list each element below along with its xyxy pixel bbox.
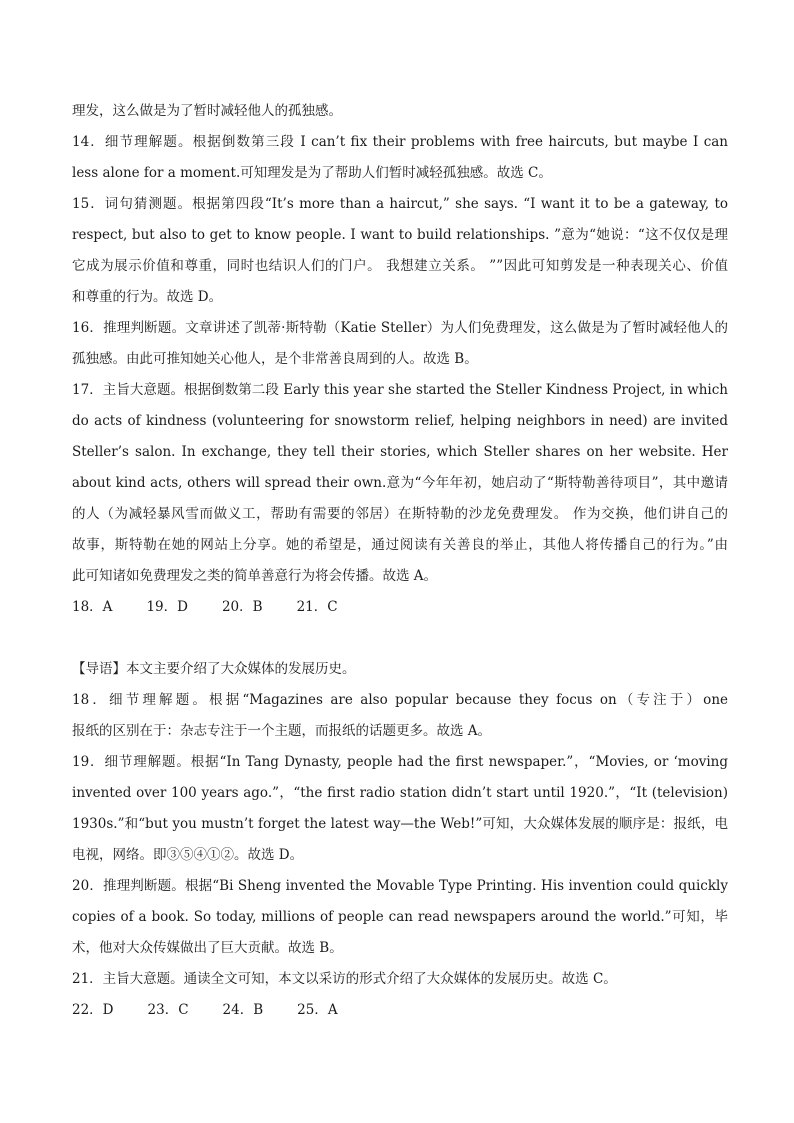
text-line: 孤独感。由此可推知她关心他人，是个非常善良周到的人。故选 B。	[72, 351, 478, 367]
text-line: 19．细节理解题。根据“In Tang Dynasty, people had the first newspaper.”，“Movies, or ‘moving	[72, 754, 728, 770]
text-line: 20．推理判断题。根据“Bi Sheng invented the Movable Type Printing. His invention could quickly	[72, 878, 728, 894]
answer-key: 23．C	[147, 1002, 189, 1018]
text-line: 16．推理判断题。文章讲述了凯蒂·斯特勒（Katie Steller）为人们免费理发，这么做是为了暂时减轻他人的	[72, 320, 728, 336]
text-line: 和尊重的行为。故选 D。	[72, 289, 223, 305]
text-line: 1930s.”和“but you mustn’t forget the latest way—the Web!”可知，大众媒体发展的顺序是：报纸，电	[72, 816, 728, 832]
answer-key-row	[72, 995, 728, 1026]
text-line: 理发，这么做是为了暂时减轻他人的孤独感。	[72, 103, 342, 119]
text-line: 术，他对大众传媒做出了巨大贡献。故选 B。	[72, 940, 343, 956]
section-haircut-explanations	[72, 96, 728, 623]
text-line: 15．词句猜测题。根据第四段“It’s more than a haircut,” she says. “I want it to be a gateway, to	[72, 196, 728, 212]
text-line: do acts of kindness (volunteering for snowstorm relief, helping neighbors in need) are invited	[72, 413, 728, 429]
text-line: 18．细节理解题。根据“Magazines are also popular because they focus on（专注于）one	[72, 692, 728, 708]
section-mass-media-explanations	[72, 654, 728, 1026]
answer-key: 22．D	[72, 1002, 114, 1018]
answer-key: 20．B	[221, 599, 263, 615]
text-line: Steller’s salon. In exchange, they tell their stories, which Steller shares on her website. Her	[72, 444, 728, 460]
text-line: 它成为展示价值和尊重，同时也结识人们的门户。 我想建立关系。 ””因此可知剪发是一种表现关心、价值	[72, 258, 728, 274]
section-gap	[72, 623, 728, 654]
text-line: 的人（为减轻暴风雪而做义工，帮助有需要的邻居）在斯特勒的沙龙免费理发。 作为交换，他们讲自己的	[72, 506, 728, 522]
text-line: 此可知诸如免费理发之类的简单善意行为将会传播。故选 A。	[72, 568, 438, 584]
text-line: about kind acts, others will spread their own.意为“今年年初，她启动了“斯特勒善待项目”，其中邀请	[72, 475, 728, 491]
text-line: 14．细节理解题。根据倒数第三段 I can’t fix their problems with free haircuts, but maybe I can	[72, 134, 728, 150]
text-line: invented over 100 years ago.”，“the first radio station didn’t start until 1920.”，“It (television)	[72, 785, 728, 801]
answer-key: 18．A	[72, 599, 113, 615]
text-line: 21．主旨大意题。通读全文可知，本文以采访的形式介绍了大众媒体的发展历史。故选 C。	[72, 971, 617, 987]
text-line: 故事，斯特勒在她的网站上分享。她的希望是，通过阅读有关善良的举止，其他人将传播自己的行为。”由	[72, 537, 728, 553]
text-line: 报纸的区别在于：杂志专注于一个主题，而报纸的话题更多。故选 A。	[72, 723, 492, 739]
text-line: less alone for a moment.可知理发是为了帮助人们暂时减轻孤独感。故选 C。	[72, 165, 552, 181]
guide-heading: 【导语】本文主要介绍了大众媒体的发展历史。	[72, 661, 356, 677]
answer-key: 21．C	[296, 599, 338, 615]
text-line: copies of a book. So today, millions of people can read newspapers around the world.”可知，毕	[72, 909, 728, 925]
answer-explanation-page	[72, 96, 728, 1026]
answer-key: 24．B	[222, 1002, 264, 1018]
text-line: respect, but also to get to know people. I want to build relationships. ”意为“她说：“这不仅仅是理	[72, 227, 728, 243]
answer-key-row	[72, 592, 728, 623]
text-line: 17．主旨大意题。根据倒数第二段 Early this year she started the Steller Kindness Project, in which	[72, 382, 728, 398]
answer-key: 19．D	[146, 599, 188, 615]
text-line: 电视，网络。即③⑤④①②。故选 D。	[72, 847, 304, 863]
answer-key: 25．A	[297, 1002, 338, 1018]
